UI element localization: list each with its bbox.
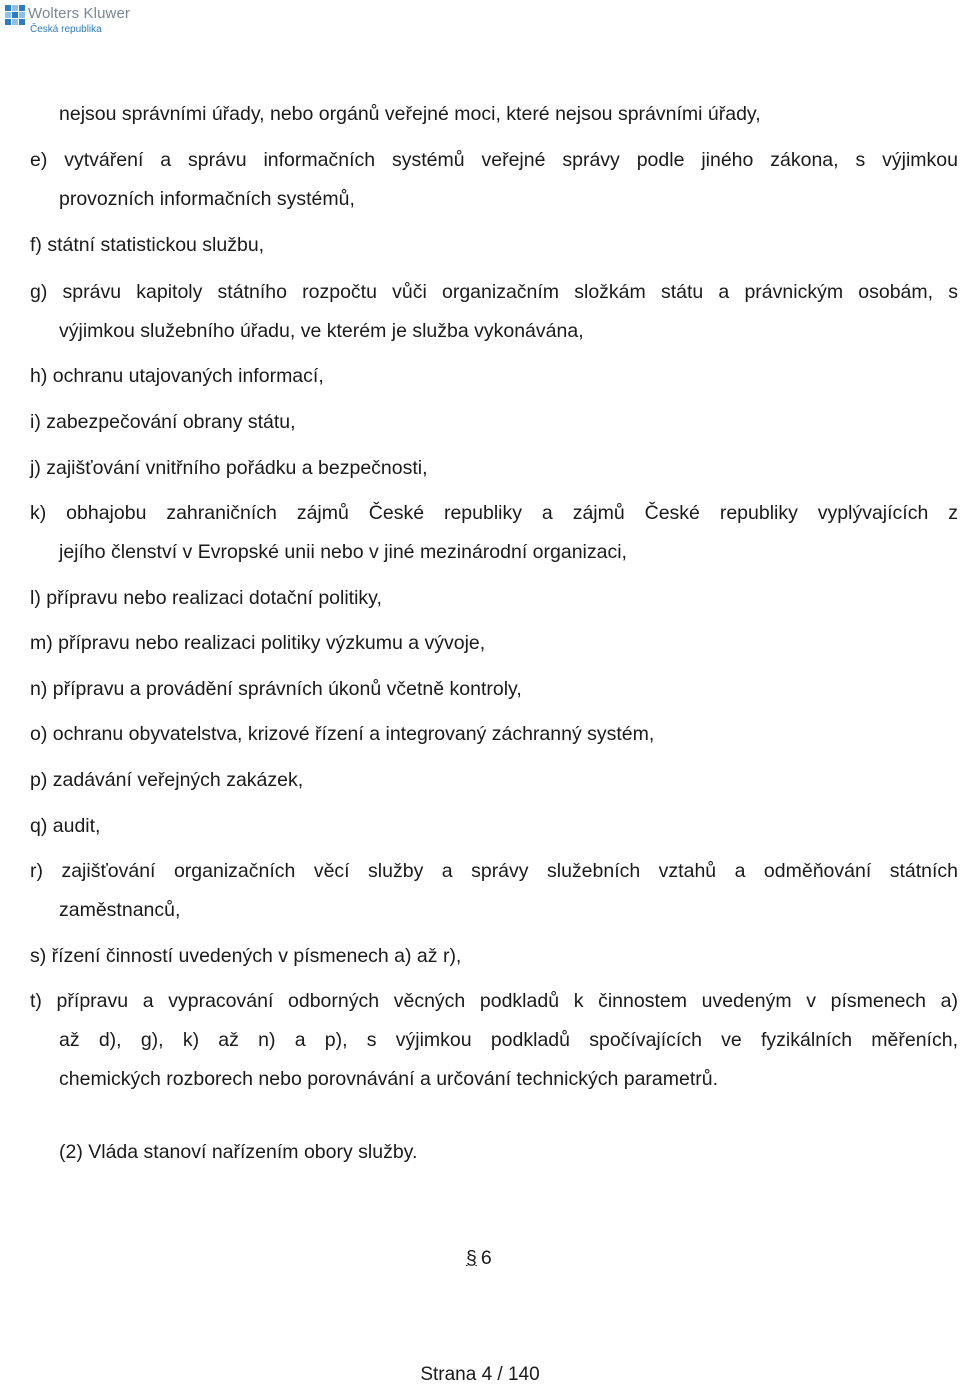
section-symbol: §	[466, 1247, 477, 1269]
section-number: 6	[480, 1247, 492, 1269]
paragraph-line: (2) Vláda stanoví nařízením obory služby.	[59, 1141, 418, 1163]
wolters-kluwer-logo-icon	[4, 4, 26, 26]
text-line: t) přípravu a vypracování odborných věcných podkladů k činnostem uvedeným v písmenech a)	[30, 990, 958, 1012]
text-line: až d), g), k) až n) a p), s výjimkou podkladů spočívajících ve fyzikálních měřeních,	[59, 1029, 958, 1051]
text-line: k) obhajobu zahraničních zájmů České republiky a zájmů České republiky vyplývajících z	[30, 502, 958, 524]
text-line: m) přípravu nebo realizaci politiky výzkumu a vývoje,	[30, 632, 486, 654]
text-line: chemických rozborech nebo porovnávání a určování technických parametrů.	[59, 1068, 719, 1090]
text-line: nejsou správními úřady, nebo orgánů veřejné moci, které nejsou správními úřady,	[59, 103, 761, 125]
text-line: jejího členství v Evropské unii nebo v jiné mezinárodní organizaci,	[59, 541, 627, 563]
text-line: f) státní statistickou službu,	[30, 234, 265, 256]
text-line: s) řízení činností uvedených v písmenech a) až r),	[30, 945, 462, 967]
text-line: zaměstnanců,	[59, 899, 181, 921]
text-line: výjimkou služebního úřadu, ve kterém je služba vykonávána,	[59, 320, 584, 342]
text-line: l) přípravu nebo realizaci dotační politiky,	[30, 587, 382, 609]
section-heading	[466, 1246, 492, 1270]
text-line: i) zabezpečování obrany státu,	[30, 411, 296, 433]
publisher-logo	[4, 4, 144, 38]
text-line: g) správu kapitoly státního rozpočtu vůči organizačním složkám státu a právnickým osobám, s	[30, 281, 958, 303]
text-line: h) ochranu utajovaných informací,	[30, 365, 324, 387]
brand-name: Wolters Kluwer	[28, 5, 130, 22]
text-line: o) ochranu obyvatelstva, krizové řízení a integrovaný záchranný systém,	[30, 723, 655, 745]
text-line: r) zajišťování organizačních věcí služby a správy služebních vztahů a odměňování státních	[30, 860, 958, 882]
brand-subtitle: Česká republika	[30, 24, 102, 35]
text-line: j) zajišťování vnitřního pořádku a bezpečnosti,	[30, 457, 428, 479]
page-number: Strana 4 / 140	[420, 1364, 540, 1385]
text-line: provozních informačních systémů,	[59, 188, 355, 210]
text-line: n) přípravu a provádění správních úkonů včetně kontroly,	[30, 678, 522, 700]
text-line: q) audit,	[30, 815, 101, 837]
text-line: p) zadávání veřejných zakázek,	[30, 769, 304, 791]
text-line: e) vytváření a správu informačních systémů veřejné správy podle jiného zákona, s výjimkou	[30, 149, 958, 171]
